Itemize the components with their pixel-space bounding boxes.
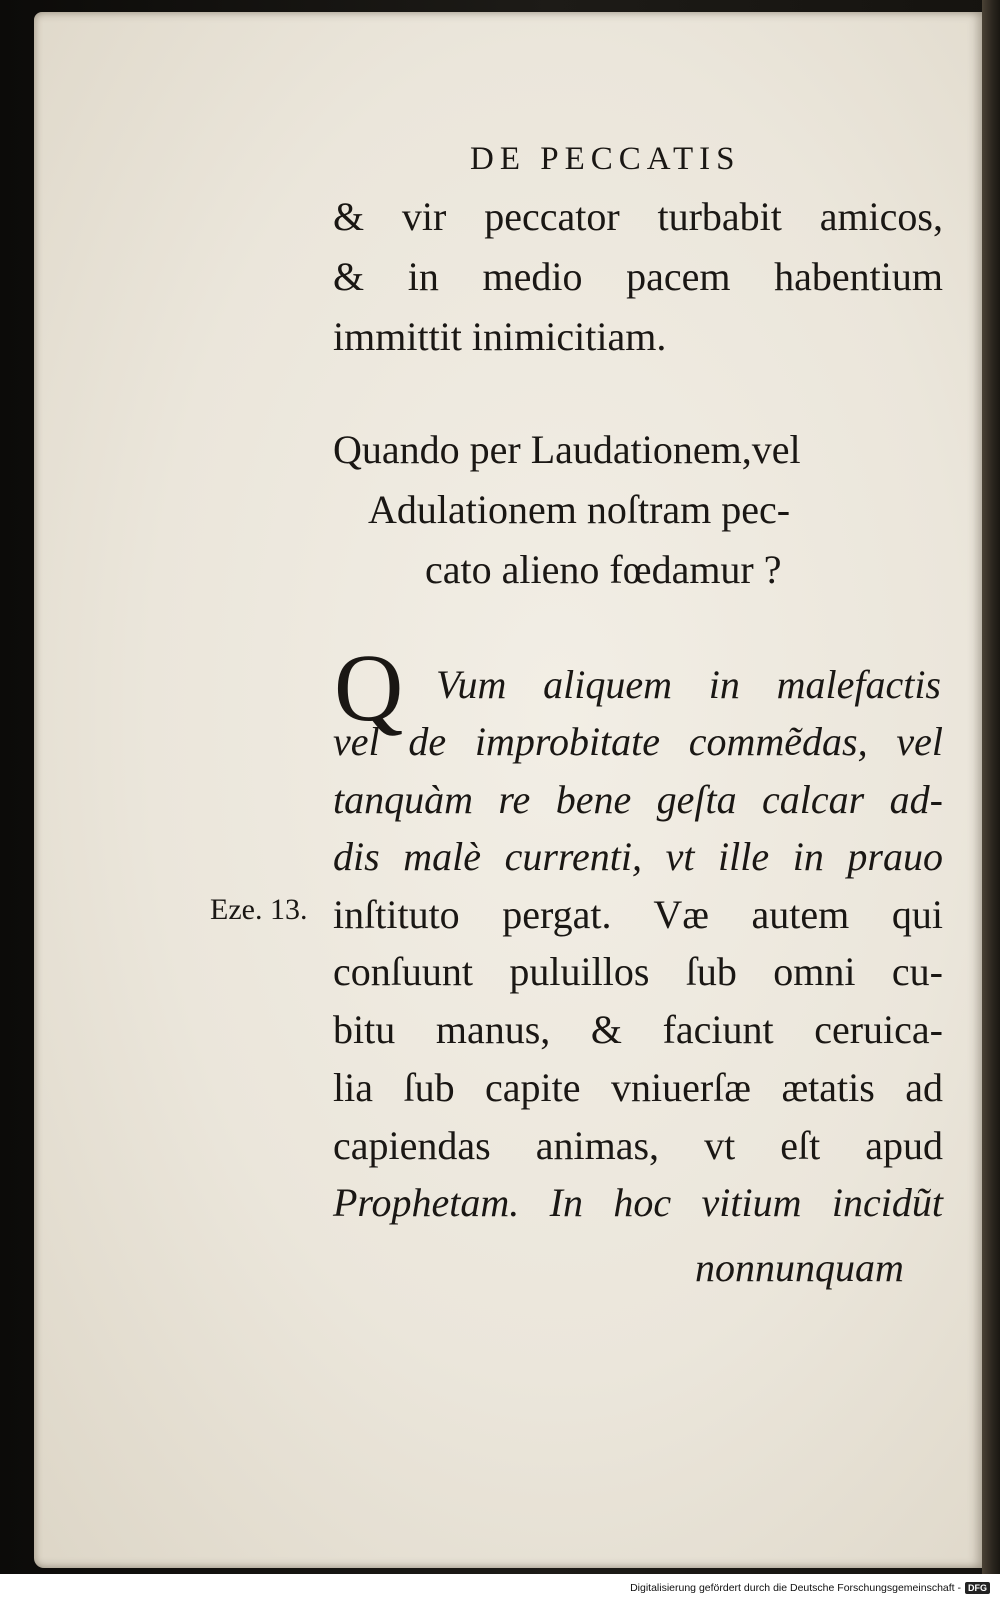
drop-cap: Q (334, 634, 404, 741)
dfg-logo: DFG (965, 1582, 990, 1594)
answer-line-7: bitu manus, & faciunt ceruica- (333, 1007, 943, 1052)
answer-line-10: Prophetam. In hoc vitium incidũt (333, 1180, 943, 1225)
opening-line-1: & vir peccator turbabit amicos, (333, 194, 943, 239)
question-heading-line-3: cato alieno fœdamur ? (425, 547, 782, 592)
question-heading-line-1: Quando per Laudationem,vel (333, 427, 801, 472)
answer-line-1: Vum aliquem in malefactis (436, 662, 941, 707)
opening-line-3: immittit inimicitiam. (333, 314, 667, 359)
answer-line-3: tanquàm re bene geſta calcar ad- (333, 777, 943, 822)
opening-line-2: & in medio pacem habentium (333, 254, 943, 299)
book-edge (982, 0, 1000, 1574)
answer-line-2: vel de improbitate commẽdas, vel (333, 719, 943, 764)
digitization-credit (0, 1580, 990, 1597)
answer-line-9: capiendas animas, vt eſt apud (333, 1123, 943, 1168)
answer-line-8: lia ſub capite vniuerſæ ætatis ad (333, 1065, 943, 1110)
running-head: DE PECCATIS (470, 141, 741, 177)
catchword: nonnunquam (695, 1245, 904, 1290)
question-heading-line-2: Adulationem noſtram pec- (368, 487, 791, 532)
digitization-credit-text: Digitalisierung gefördert durch die Deutsche Forschungsgemeinschaft - (630, 1582, 961, 1594)
answer-line-6: conſuunt puluillos ſub omni cu- (333, 949, 943, 994)
marginal-note: Eze. 13. (210, 893, 308, 926)
answer-line-4: dis malè currenti, vt ille in prauo (333, 834, 943, 879)
answer-line-5: inſtituto pergat. Væ autem qui (333, 892, 943, 937)
